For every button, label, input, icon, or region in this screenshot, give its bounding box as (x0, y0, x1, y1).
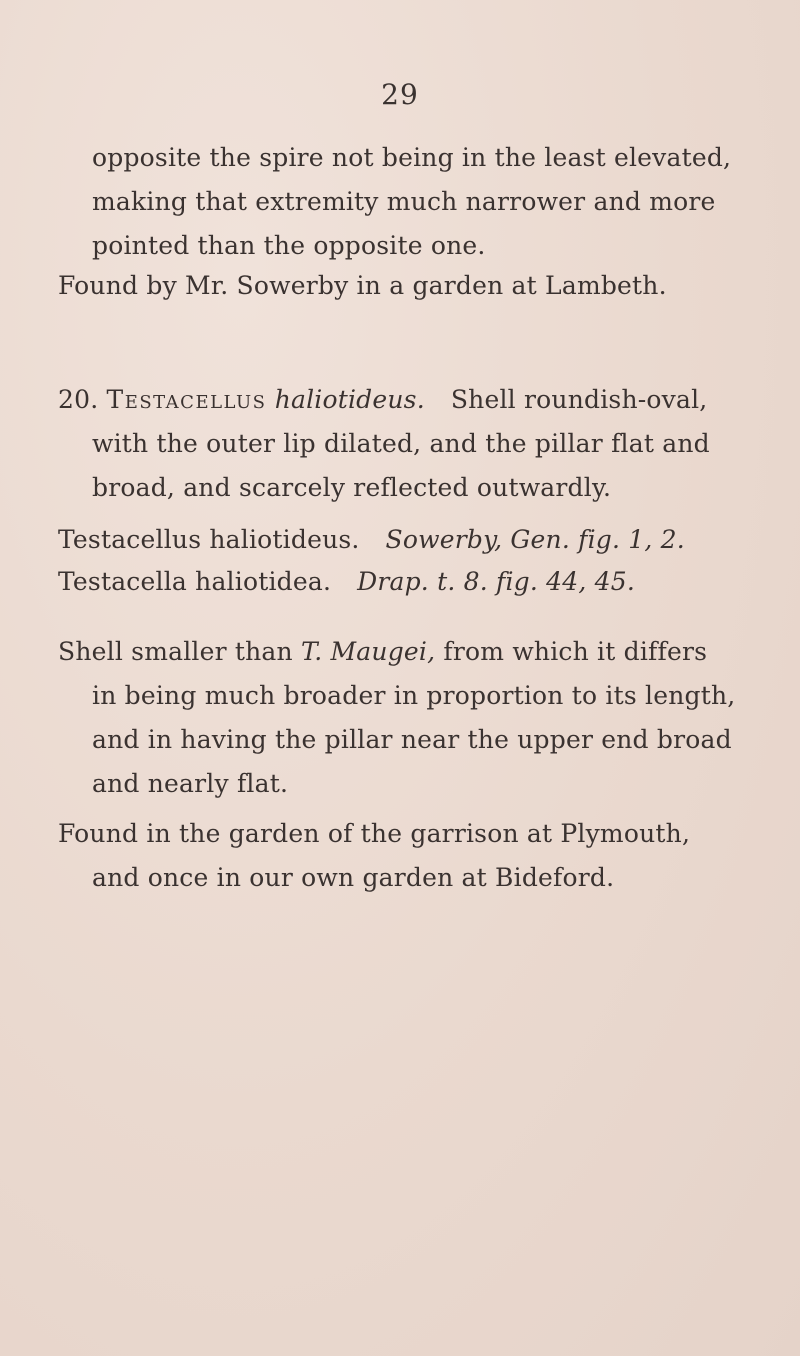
species-number: 20. (58, 385, 99, 414)
text-span: Shell smaller than (58, 637, 293, 666)
synonym-name: Testacella haliotidea. (58, 567, 332, 596)
synonym-line (58, 562, 635, 602)
text-line: broad, and scarcely reflected outwardly. (92, 473, 612, 502)
text-line: pointed than the opposite one. (92, 231, 486, 260)
synonym-reference: Drap. t. 8. fig. 44, 45. (357, 567, 636, 596)
text-line: Found by Mr. Sowerby in a garden at Lambeth. (58, 271, 667, 300)
synonym-line (58, 520, 685, 560)
synonym-reference: Sowerby, Gen. fig. 1, 2. (385, 525, 685, 554)
text-line: with the outer lip dilated, and the pillar flat and (92, 429, 710, 458)
text-line: and in having the pillar near the upper end broad (92, 725, 732, 754)
genus-name: Testacellus (106, 385, 267, 414)
page-number: 29 (381, 78, 419, 111)
text-line: in being much broader in proportion to its length, (92, 681, 736, 710)
text-line (58, 632, 707, 672)
synonym-name: Testacellus haliotideus. (58, 525, 360, 554)
text-line: and nearly flat. (92, 769, 289, 798)
text-line: opposite the spire not being in the least elevated, (92, 143, 732, 172)
species-reference: T. Maugei, (301, 637, 436, 666)
text-line: Found in the garden of the garrison at Plymouth, (58, 819, 691, 848)
text-span: from which it differs (443, 637, 708, 666)
text-line: and once in our own garden at Bideford. (92, 863, 615, 892)
text-line: making that extremity much narrower and more (92, 187, 716, 216)
species-name: haliotideus. (274, 385, 425, 414)
species-description: Shell roundish-oval, (450, 385, 708, 414)
species-heading-line (58, 380, 707, 420)
